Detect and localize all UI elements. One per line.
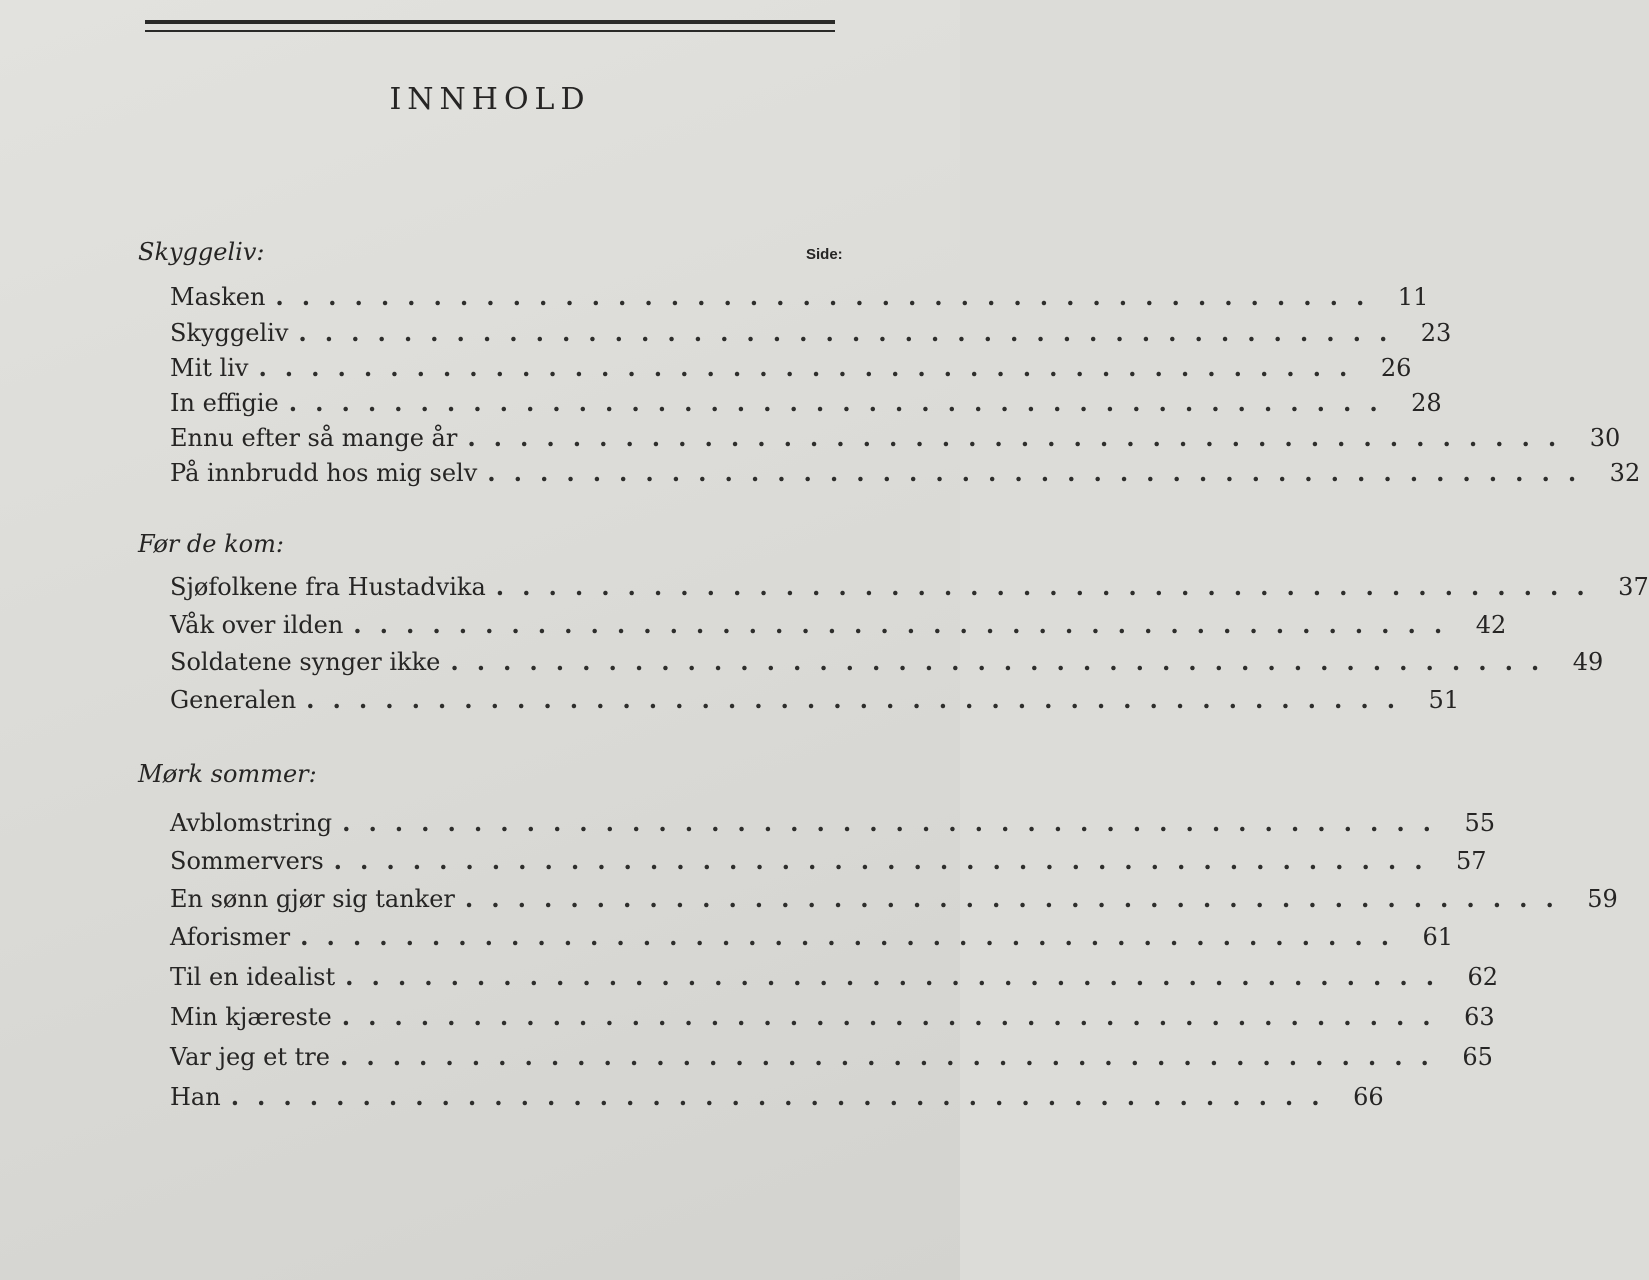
toc-entry-page: 62 <box>1467 963 1499 991</box>
dot-leader: .......................................... <box>339 1042 1447 1071</box>
dot-leader: .......................................... <box>345 962 1453 991</box>
toc-entry <box>170 922 1454 956</box>
toc-entry-title: In effigie <box>170 389 279 417</box>
toc-entry-page: 11 <box>1397 283 1429 311</box>
dot-leader: .......................................... <box>495 572 1603 601</box>
toc-entry-page: 23 <box>1420 319 1452 347</box>
toc-entry <box>170 423 1621 457</box>
toc-entry-title: Min kjæreste <box>170 1003 332 1031</box>
section-title-skyggeliv: Skyggeliv: <box>138 238 265 266</box>
toc-entry <box>170 962 1499 996</box>
toc-entry-title: Soldatene synger ikke <box>170 648 441 676</box>
dot-leader: .......................................... <box>487 458 1595 487</box>
toc-entry-page: 66 <box>1353 1083 1384 1111</box>
toc-entry-page: 61 <box>1422 923 1454 951</box>
toc-entry <box>170 1082 1384 1116</box>
toc-entry <box>170 685 1460 719</box>
dot-leader: .......................................... <box>342 808 1450 837</box>
dot-leader: .......................................... <box>230 1082 1338 1111</box>
toc-entry <box>170 610 1507 644</box>
toc-entry-title: Mit liv <box>170 354 249 382</box>
dot-leader: .......................................... <box>341 1002 1449 1031</box>
dot-leader: .......................................... <box>353 610 1461 639</box>
toc-entry-page: 49 <box>1572 648 1604 676</box>
toc-entry-title: Var jeg et tre <box>170 1043 330 1071</box>
top-rule-thick <box>145 20 835 24</box>
toc-entry-page: 30 <box>1589 424 1621 452</box>
toc-entry-page: 51 <box>1428 686 1460 714</box>
dot-leader: .......................................... <box>306 685 1414 714</box>
toc-entry <box>170 808 1496 842</box>
toc-entry <box>170 647 1604 681</box>
toc-entry-title: En sønn gjør sig tanker <box>170 885 455 913</box>
toc-entry <box>170 1002 1495 1036</box>
dot-leader: .......................................... <box>467 423 1575 452</box>
dot-leader: .......................................... <box>275 282 1383 311</box>
toc-entry-title: Han <box>170 1083 221 1111</box>
page-title: INNHOLD <box>389 82 591 117</box>
toc-entry <box>170 318 1452 352</box>
toc-entry <box>170 388 1442 422</box>
toc-entry-title: Avblomstring <box>170 809 333 837</box>
side-label: Side: <box>806 246 843 263</box>
toc-entry <box>170 846 1487 880</box>
dot-leader: .......................................... <box>300 922 1408 951</box>
section-title-for-de-kom: Før de kom: <box>138 530 284 558</box>
dot-leader: .......................................... <box>258 353 1366 382</box>
toc-entry-page: 37 <box>1618 573 1649 601</box>
top-rule-thin <box>145 30 835 32</box>
dot-leader: .......................................... <box>450 647 1558 676</box>
toc-entry-page: 32 <box>1609 459 1641 487</box>
toc-entry-title: Sjøfolkene fra Hustadvika <box>170 573 486 601</box>
toc-entry-page: 26 <box>1380 354 1412 382</box>
toc-entry <box>170 1042 1493 1076</box>
section-title-mork-sommer: Mørk sommer: <box>138 760 317 788</box>
toc-entry-title: På innbrudd hos mig selv <box>170 459 478 487</box>
dot-leader: .......................................... <box>464 884 1572 913</box>
toc-entry <box>170 572 1649 606</box>
toc-entry-title: Aforismer <box>170 923 291 951</box>
toc-entry-title: Generalen <box>170 686 297 714</box>
toc-entry-title: Masken <box>170 283 266 311</box>
toc-entry-title: Våk over ilden <box>170 611 344 639</box>
dot-leader: .......................................... <box>298 318 1406 347</box>
toc-entry <box>170 884 1618 918</box>
toc-entry-title: Sommervers <box>170 847 324 875</box>
toc-entry-page: 42 <box>1475 611 1507 639</box>
toc-entry-page: 65 <box>1462 1043 1493 1071</box>
toc-entry <box>170 282 1429 316</box>
toc-entry <box>170 458 1641 492</box>
toc-entry-page: 63 <box>1464 1003 1495 1031</box>
toc-entry-page: 59 <box>1587 885 1618 913</box>
toc-entry-page: 55 <box>1464 809 1496 837</box>
toc-entry-page: 57 <box>1456 847 1487 875</box>
toc-entry-title: Skyggeliv <box>170 319 289 347</box>
toc-entry-page: 28 <box>1411 389 1442 417</box>
dot-leader: .......................................... <box>333 846 1441 875</box>
toc-entry-title: Til en idealist <box>170 963 336 991</box>
dot-leader: .......................................... <box>288 388 1396 417</box>
toc-entry-title: Ennu efter så mange år <box>170 424 458 452</box>
toc-entry <box>170 353 1412 387</box>
